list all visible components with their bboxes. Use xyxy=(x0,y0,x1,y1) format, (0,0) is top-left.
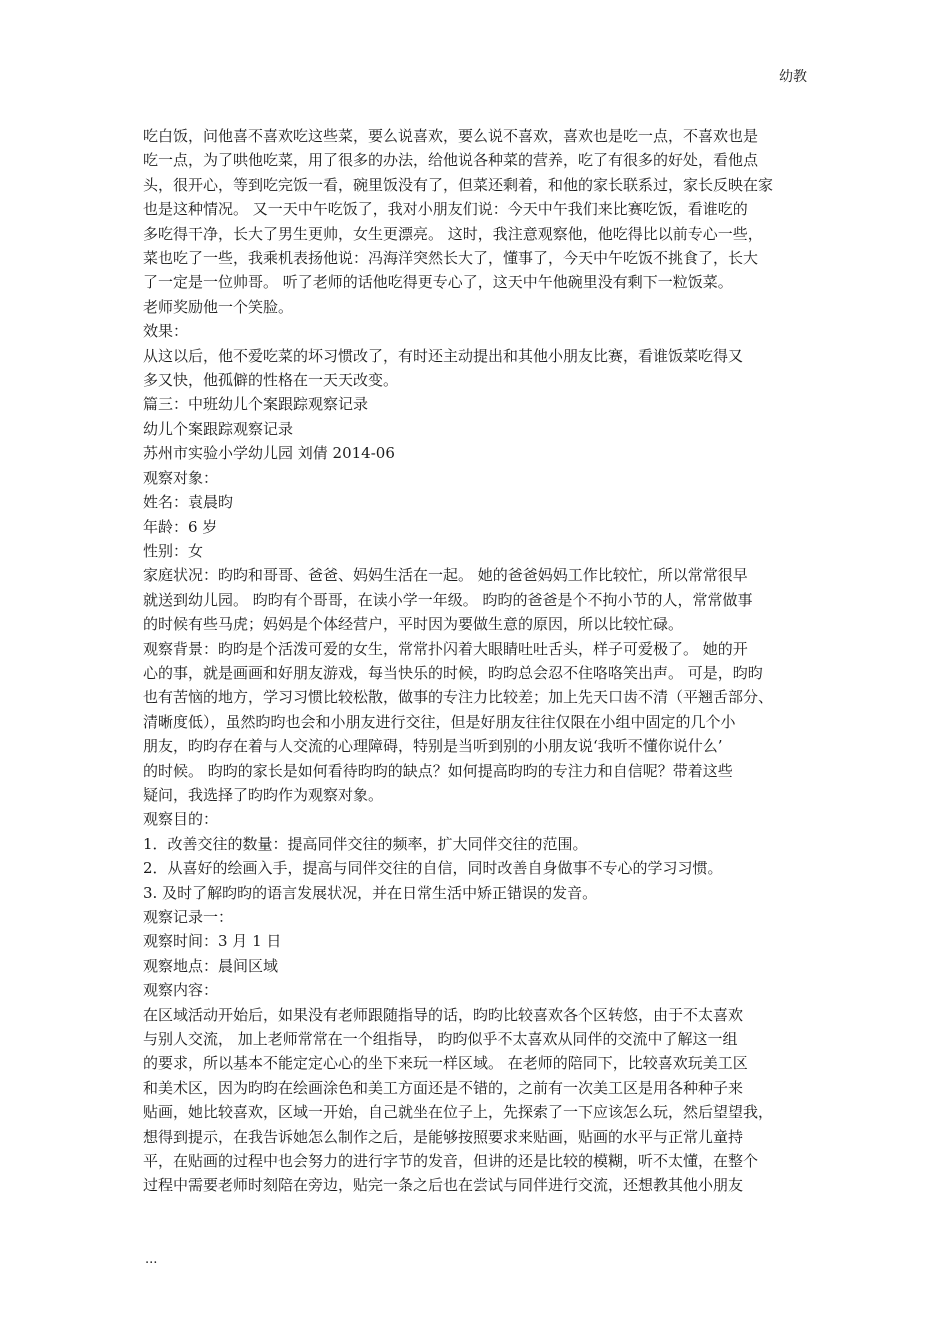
text-line: 贴画，她比较喜欢，区域一开始，自己就坐在位子上，先探索了一下应该怎么玩，然后望望我， xyxy=(143,1103,774,1122)
text-line: 心的事，就是画画和好朋友游戏，每当快乐的时候，昀昀总会忍不住咯咯笑出声。 可是，昀昀 xyxy=(143,663,763,682)
text-line: 也是这种情况。 又一天中午吃饭了，我对小朋友们说：今天中午我们来比赛吃饭，看谁吃的 xyxy=(143,200,748,219)
page-header-tag: 幼教 xyxy=(779,69,807,85)
text-line: 观察目的： xyxy=(143,810,219,829)
text-line: 过程中需要老师时刻陪在旁边，贴完一条之后也在尝试与同伴进行交流，还想教其他小朋友 xyxy=(143,1176,744,1195)
text-line: 观察时间：3 月 1 日 xyxy=(143,932,282,951)
text-line: 了一定是一位帅哥。 听了老师的话他吃得更专心了，这天中午他碗里没有剩下一粒饭菜。 xyxy=(143,273,733,292)
text-line: 年龄：6 岁 xyxy=(143,517,218,536)
text-line: 疑问，我选择了昀昀作为观察对象。 xyxy=(143,785,384,804)
text-line: 观察对象： xyxy=(143,468,219,487)
text-line: 性别：女 xyxy=(143,541,204,560)
text-line: 朋友，昀昀存在着与人交流的心理障碍，特别是当听到别的小朋友说‘我听不懂你说什么’ xyxy=(143,737,723,756)
text-line: 清晰度低），虽然昀昀也会和小朋友进行交往，但是好朋友往往仅限在小组中固定的几个小 xyxy=(143,712,736,731)
text-line: 吃一点，为了哄他吃菜，用了很多的办法，给他说各种菜的营养，吃了有很多的好处，看他点 xyxy=(143,151,759,170)
text-line: 观察记录一： xyxy=(143,908,234,926)
text-line: 就送到幼儿园。 昀昀有个哥哥，在读小学一年级。 昀昀的爸爸是个不拘小节的人，常常做事 xyxy=(143,590,753,609)
text-line: 幼儿个案跟踪观察记录 xyxy=(143,419,294,438)
text-line: 也有苦恼的地方，学习习惯比较松散，做事的专注力比较差；加上先天口齿不清（平翘舌部分、 xyxy=(143,688,774,707)
text-line: 姓名：袁晨昀 xyxy=(143,493,234,512)
text-line: 与别人交流， 加上老师常常在一个组指导， 昀昀似乎不太喜欢从同伴的交流中了解这一组 xyxy=(143,1030,738,1049)
text-line: 想得到提示，在我告诉她怎么制作之后，是能够按照要求来贴画，贴画的水平与正常儿童持 xyxy=(143,1127,744,1146)
text-line: 多又快，他孤僻的性格在一天天改变。 xyxy=(143,371,399,390)
text-line: 家庭状况：昀昀和哥哥、爸爸、妈妈生活在一起。 她的爸爸妈妈工作比较忙，所以常常很早 xyxy=(143,566,748,585)
continuation-ellipsis: ... xyxy=(145,1252,158,1267)
text-line: 观察内容： xyxy=(143,981,219,1000)
text-line: 效果： xyxy=(143,322,189,341)
text-line: 的时候有些马虎；妈妈是个体经营户，平时因为要做生意的原因，所以比较忙碌。 xyxy=(143,615,684,634)
text-line: 从这以后，他不爱吃菜的坏习惯改了，有时还主动提出和其他小朋友比赛，看谁饭菜吃得又 xyxy=(143,346,744,365)
document-body xyxy=(143,124,815,1198)
text-line: 多吃得干净，长大了男生更帅，女生更漂亮。 这时，我注意观察他，他吃得比以前专心一些， xyxy=(143,224,763,243)
text-line: 2．从喜好的绘画入手，提高与同伴交往的自信，同时改善自身做事不专心的学习习惯。 xyxy=(143,859,723,878)
text-line: 平，在贴画的过程中也会努力的进行字节的发音，但讲的还是比较的模糊，听不太懂，在整个 xyxy=(143,1152,759,1171)
text-line: 和美术区，因为昀昀在绘画涂色和美工方面还是不错的，之前有一次美工区是用各种种子来 xyxy=(143,1078,744,1097)
text-line: 3. 及时了解昀昀的语言发展状况，并在日常生活中矫正错误的发音。 xyxy=(143,883,598,902)
text-line: 的要求，所以基本不能定定心心的坐下来玩一样区域。 在老师的陪同下，比较喜欢玩美工区 xyxy=(143,1054,748,1073)
text-line: 苏州市实验小学幼儿园 刘倩 2014-06 xyxy=(143,444,395,463)
text-line: 菜也吃了一些，我乘机表扬他说：冯海洋突然长大了，懂事了，今天中午吃饭不挑食了，长大 xyxy=(143,249,759,268)
text-line: 的时候。 昀昀的家长是如何看待昀昀的缺点？如何提高昀昀的专注力和自信呢？带着这些 xyxy=(143,761,733,780)
text-line: 在区域活动开始后，如果没有老师跟随指导的话，昀昀比较喜欢各个区转悠，由于不太喜欢 xyxy=(143,1005,744,1024)
text-line: 头，很开心，等到吃完饭一看，碗里饭没有了，但菜还剩着，和他的家长联系过，家长反映在家 xyxy=(143,175,774,194)
text-line: 老师奖励他一个笑脸。 xyxy=(143,297,294,316)
text-line: 篇三：中班幼儿个案跟踪观察记录 xyxy=(143,395,369,414)
text-line: 观察地点：晨间区域 xyxy=(143,956,279,975)
text-line: 1．改善交往的数量：提高同伴交往的频率，扩大同伴交往的范围。 xyxy=(143,834,588,853)
text-line: 吃白饭，问他喜不喜欢吃这些菜，要么说喜欢，要么说不喜欢，喜欢也是吃一点，不喜欢也是 xyxy=(143,127,759,145)
text-line: 观察背景：昀昀是个活泼可爱的女生，常常扑闪着大眼睛吐吐舌头，样子可爱极了。 她的开 xyxy=(143,639,748,658)
